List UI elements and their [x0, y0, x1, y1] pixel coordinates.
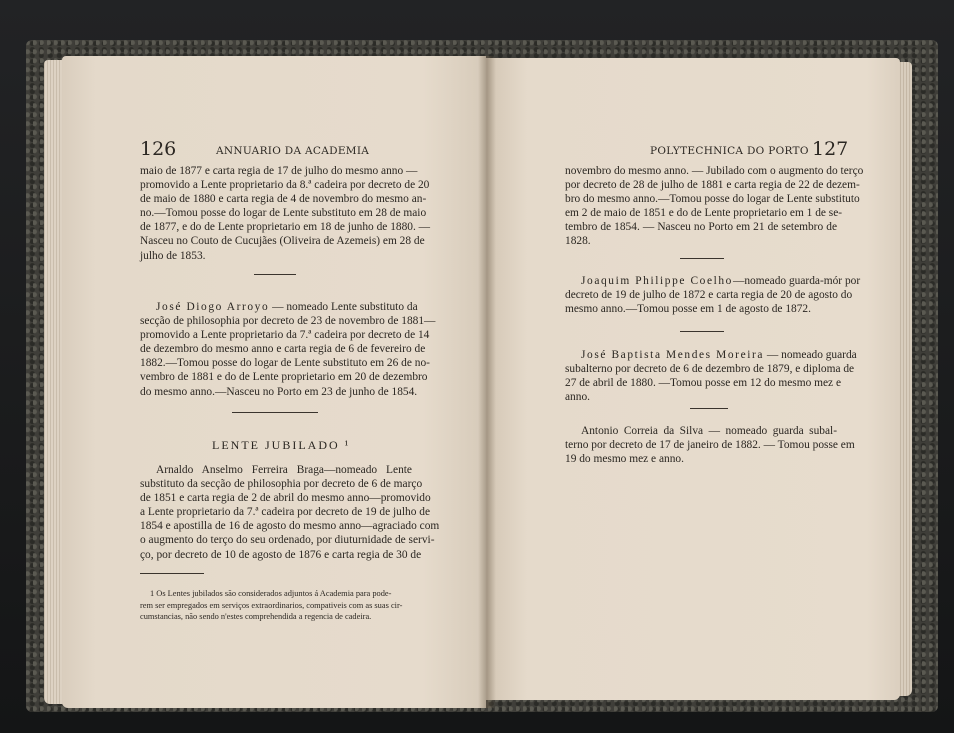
right-running-head: POLYTECHNICA DO PORTO [650, 145, 809, 157]
right-paragraph-3 [565, 348, 857, 404]
text-line: 27 de abril de 1880. —Tomou posse em 12 do mesmo mez e [565, 377, 842, 390]
text-line: de 1877, e do de Lente proprietario em 18 de junho de 1880. — [140, 221, 431, 234]
person-name: José Baptista Mendes Moreira [581, 349, 765, 361]
text-line: decreto de 19 de julho de 1872 e carta regia de 20 de agosto do [565, 289, 853, 302]
text-line: a Lente proprietario da 7.ª cadeira por decreto de 19 de julho de [140, 506, 430, 519]
separator-rule [680, 331, 724, 332]
text-line: promovido a Lente proprietario da 8.ª cadeira por decreto de 20 [140, 179, 430, 192]
text-line: no.—Tomou posse do logar de Lente substituto em 28 de maio [140, 207, 427, 220]
text-line: Nasceu no Couto de Cucujães (Oliveira de Azemeis) em 28 de [140, 235, 425, 248]
left-running-head: ANNUARIO DA ACADEMIA [216, 145, 370, 157]
person-name: Arnaldo Anselmo Ferreira Braga [156, 464, 324, 476]
text-line: do mesmo anno.—Nasceu no Porto em 23 de junho de 1854. [140, 385, 418, 398]
text-line: em 2 de maio de 1851 e do de Lente proprietario em 1 de se- [565, 207, 843, 220]
text-line: 19 do mesmo mez e anno. [565, 453, 684, 466]
text-line: promovido a Lente proprietario da 7.ª cadeira por decreto de 14 [140, 329, 430, 342]
text-run: — nomeado guarda subal- [703, 425, 837, 437]
text-line: de 1851 e carta regia de 2 de abril do mesmo anno—promovido [140, 492, 431, 505]
right-paragraph-2 [565, 274, 861, 316]
text-line: tembro de 1854. — Nasceu no Porto em 21 de setembro de [565, 221, 837, 234]
text-line: julho de 1853. [140, 249, 206, 262]
text-line: ço, por decreto de 10 de agosto de 1876 e carta regia de 30 de [140, 548, 422, 561]
text-line: o augmento do terço do seu ordenado, por diuturnidade de servi- [140, 534, 435, 547]
text-line: bro do mesmo anno.—Tomou posse do logar de Lente substituto [565, 193, 860, 206]
text-line: novembro do mesmo anno. — Jubilado com o augmento do terço [565, 165, 864, 177]
left-paragraph-1 [140, 164, 431, 263]
text-line [140, 463, 412, 477]
footnote-line: cumstancias, não sendo n'estes comprehendida a regencia de cadeira. [140, 612, 372, 621]
right-page-edges [898, 62, 912, 696]
text-line [565, 274, 861, 288]
text-line: 1828. [565, 235, 591, 248]
left-paragraph-3 [140, 463, 440, 562]
separator-rule [690, 408, 728, 409]
person-name: Antonio Correia da Silva [581, 425, 704, 437]
text-run: — nomeado guarda [764, 349, 857, 361]
separator-rule [232, 412, 318, 413]
footnote-rule [140, 573, 204, 574]
text-line: anno. [565, 391, 590, 404]
text-line: mesmo anno.—Tomou posse em 1 de agosto de 1872. [565, 303, 811, 316]
book-gutter-shadow [478, 56, 496, 708]
left-paragraph-2 [140, 300, 436, 399]
text-line [140, 300, 418, 314]
right-paragraph-4 [565, 424, 855, 466]
footnote-line: rem ser empregados em serviços extraordinarios, compativeis com as suas cir- [140, 600, 403, 610]
text-line: por decreto de 28 de julho de 1881 e carta regia de 22 de dezem- [565, 179, 860, 192]
text-line [565, 348, 857, 362]
footnote [140, 588, 412, 623]
text-line: substituto da secção de philosophia por decreto de 6 de março [140, 478, 423, 491]
text-run: —nomeado guarda-mór por [732, 275, 861, 287]
text-run: —nomeado Lente [323, 464, 412, 476]
text-line: 1882.—Tomou posse do logar de Lente substituto em 26 de no- [140, 357, 430, 370]
text-line: maio de 1877 e carta regia de 17 de julho do mesmo anno — [140, 165, 418, 177]
text-line: de dezembro do mesmo anno e carta regia de 6 de fevereiro de [140, 343, 426, 356]
text-run: — nomeado Lente substituto da [269, 301, 418, 313]
separator-rule [680, 258, 724, 259]
person-name: Joaquim Philippe Coelho [581, 275, 733, 287]
text-line [565, 424, 837, 438]
footnote-line: 1 Os Lentes jubilados são considerados adjuntos á Academia para pode- [150, 589, 392, 598]
text-line: vembro de 1881 e do de Lente proprietario em 20 de dezembro [140, 371, 428, 384]
right-paragraph-1 [565, 164, 864, 249]
left-page-edges [44, 60, 64, 704]
text-line: de maio de 1880 e carta regia de 4 de novembro do mesmo an- [140, 193, 427, 206]
person-name: José Diogo Arroyo [156, 301, 270, 313]
section-heading: LENTE JUBILADO ¹ [212, 438, 351, 452]
text-line: terno por decreto de 17 de janeiro de 1882. — Tomou posse em [565, 439, 855, 452]
separator-rule [254, 274, 296, 275]
text-line: subalterno por decreto de 6 de dezembro de 1879, e diploma de [565, 363, 855, 376]
text-line: secção de philosophia por decreto de 23 de novembro de 1881— [140, 315, 436, 328]
text-line: 1854 e apostilla de 16 de agosto do mesmo anno—agraciado com [140, 520, 440, 533]
right-page-number: 127 [812, 138, 849, 160]
left-page-number: 126 [140, 138, 177, 160]
